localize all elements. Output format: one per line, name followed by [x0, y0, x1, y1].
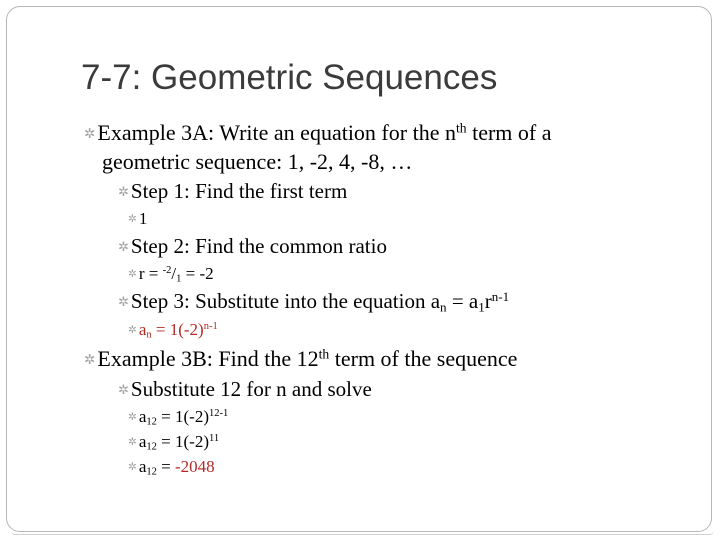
step-2-ratio: ✲ $r = ^{-2}/_1 = -2$ [128, 264, 214, 285]
final-answer: -2048 [175, 457, 215, 476]
step-1: ✲Step 1: Find the first term [118, 179, 348, 203]
bullet-icon: ✲ [128, 214, 137, 226]
step-3: ✲Step 3: Substitute into the equation $a_n = a_1r^{n-1}$ [118, 288, 510, 315]
bullet-icon: ✲ [118, 382, 129, 398]
example-3a-line1: ✲Example 3A: Write an equation for the $n^{th}$ term of a [84, 120, 552, 145]
solve-line-1: ✲ $a_{12} = 1(-2)^{12-1}$ [128, 407, 229, 428]
bullet-icon: ✲ [128, 325, 137, 337]
example-3b-heading: ✲Example 3B: Find the 12th term of the sequence [84, 346, 518, 371]
bullet-icon: ✲ [118, 239, 129, 255]
bullet-icon: ✲ [128, 437, 137, 449]
step-1-answer: ✲ 1 [128, 209, 148, 228]
solve-line-3: ✲ $a_{12} = -2048$ [128, 457, 215, 478]
example-3a-line2: geometric sequence: 1, -2, 4, -8, … [102, 149, 413, 174]
bullet-icon: ✲ [128, 269, 137, 281]
solve-line-2: ✲ $a_{12} = 1(-2)^{11}$ [128, 432, 220, 453]
bullet-icon: ✲ [84, 125, 96, 141]
bullet-icon: ✲ [118, 184, 129, 200]
bullet-icon: ✲ [84, 351, 96, 367]
bullet-icon: ✲ [118, 294, 129, 310]
substitute-step: ✲Substitute 12 for n and solve [118, 377, 372, 401]
slide-title: 7-7: Geometric Sequences [81, 58, 498, 97]
step-3-answer: ✲ $a_n = 1(-2)^{n-1}$ [128, 320, 218, 341]
bullet-icon: ✲ [128, 412, 137, 424]
step-2: ✲Step 2: Find the common ratio [118, 234, 387, 258]
bullet-icon: ✲ [128, 462, 137, 474]
